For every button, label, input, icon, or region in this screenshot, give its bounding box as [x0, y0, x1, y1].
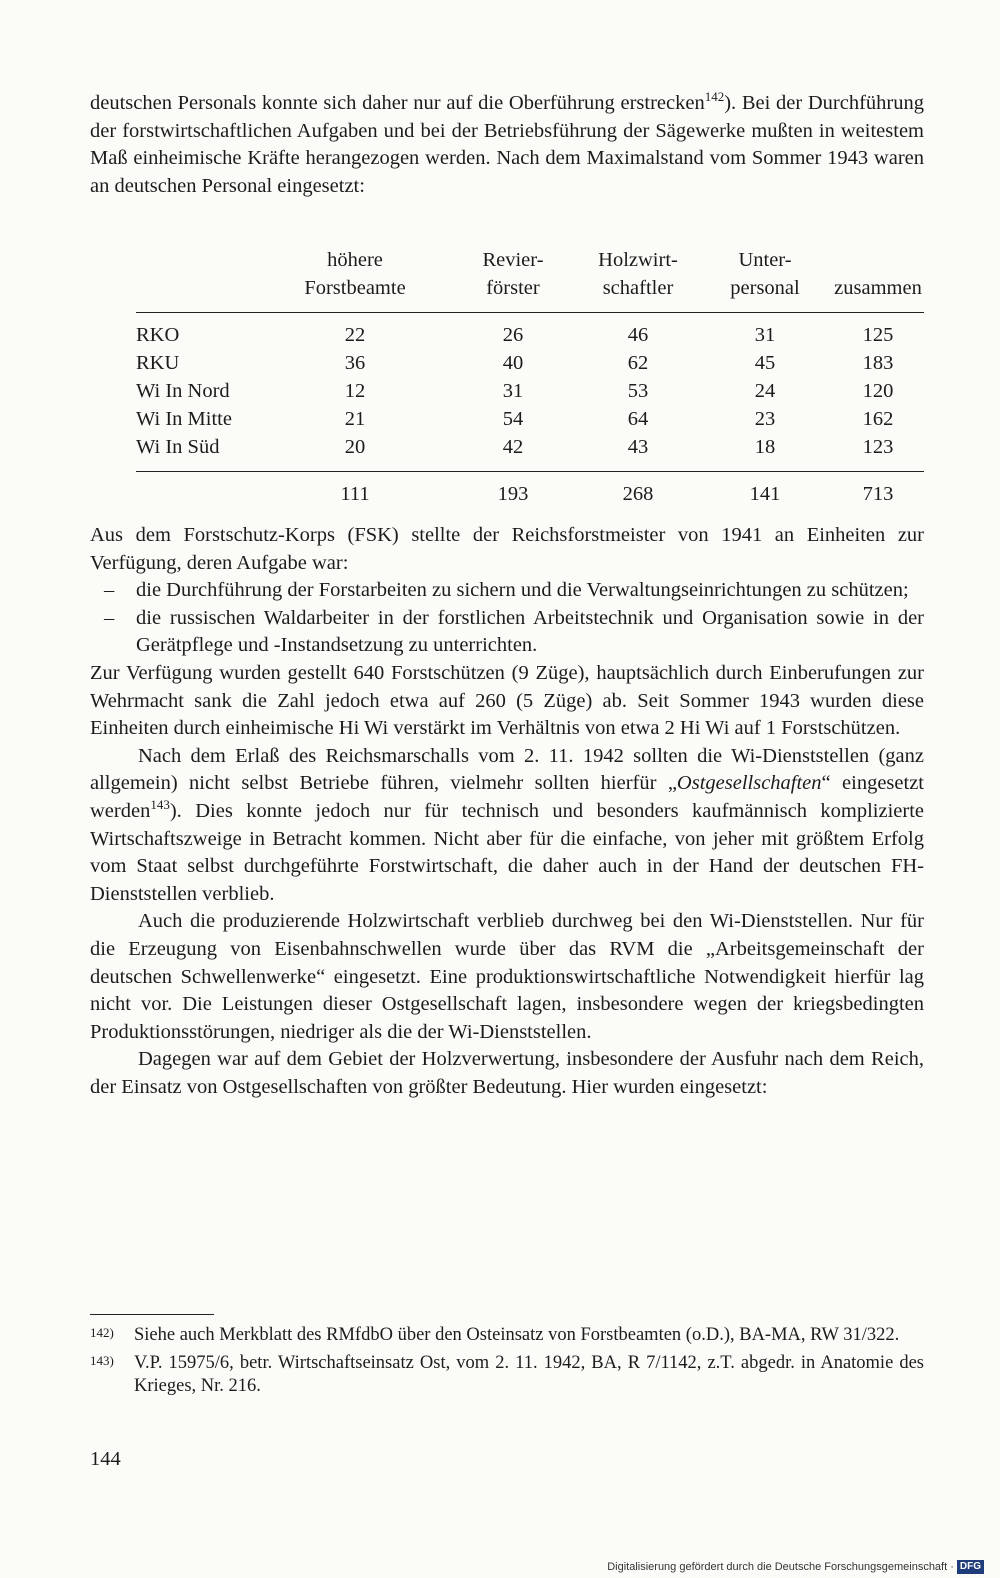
- table-cell: 125: [862, 324, 894, 346]
- table-cell: 20: [262, 433, 448, 472]
- footnotes: [90, 1324, 924, 1403]
- erlass-italic: Ostgesellschaften: [676, 772, 822, 795]
- fsk-after: Zur Verfügung wurden gestellt 640 Forstschützen (9 Züge), hauptsächlich durch Einberufungen zur Wehrmacht sank die Zahl jedoch etwa auf 260 (5 Züge) ab. Seit Sommer 1943 wurden diese Einheiten durch einheimische Hi Wi verstärkt im Verhältnis von etwa 2 Hi Wi auf 1 Forstschützen.: [90, 661, 924, 740]
- table-cell: 23: [754, 408, 776, 430]
- dash-marker: –: [104, 579, 115, 602]
- paragraph-dagegen: Dagegen war auf dem Gebiet der Holzverwertung, insbesondere der Ausfuhr nach dem Reich, der Einsatz von Ostgesellschaften von größter Bedeutung. Hier wurden eingesetzt:: [90, 1048, 924, 1098]
- table-cell: 36: [344, 352, 366, 374]
- table-row: [136, 313, 924, 350]
- table-cell: 46: [627, 324, 649, 346]
- fsk-intro: Aus dem Forstschutz-Korps (FSK) stellte der Reichsforstmeister von 1941 an Einheiten zur Verfügung, deren Aufgabe war:: [90, 524, 924, 574]
- table-cell: 18: [698, 433, 832, 472]
- personnel-table: [136, 246, 924, 508]
- digitization-credit: [607, 1560, 984, 1574]
- paragraph-erlass: [90, 743, 924, 909]
- intro-text-continued: ). Bei der Durchführung der forstwirtschaftlichen Aufgaben und bei der Betriebsführung der Sägewerke mußten in weitestem Maß einheimische Kräfte herangezogen werden. Nach dem Maximalstand vom Sommer 1943 waren an deutschen Personal eingesetzt:: [90, 92, 925, 197]
- row-label: Wi In Nord: [136, 380, 230, 402]
- table-cell: 22: [344, 324, 366, 346]
- header-foerster: förster: [448, 274, 578, 313]
- row-label: RKO: [136, 324, 180, 346]
- header-forstbeamte: Forstbeamte: [262, 274, 448, 313]
- table-row: [136, 349, 924, 377]
- total-cell: 713: [862, 483, 894, 505]
- footnote-mark: 143): [90, 1352, 114, 1368]
- total-cell: 268: [622, 483, 654, 505]
- table-cell: 53: [627, 380, 649, 402]
- total-cell: 193: [497, 483, 529, 505]
- table-row: [136, 433, 924, 472]
- table-cell: 21: [344, 408, 366, 430]
- header-personal: personal: [698, 274, 832, 313]
- credit-text: Digitalisierung gefördert durch die Deutsche Forschungsgemeinschaft ·: [607, 1561, 954, 1573]
- table-cell: 24: [754, 380, 776, 402]
- footnote-mark: 142): [90, 1325, 114, 1340]
- footnote-ref-143[interactable]: 143: [150, 797, 170, 813]
- list-item: [90, 577, 924, 605]
- table-cell: 183: [862, 352, 894, 374]
- table-cell: 12: [344, 380, 366, 402]
- table-header-empty: [136, 246, 262, 274]
- totals-row: [136, 472, 924, 509]
- table-cell: 162: [862, 408, 894, 430]
- intro-text: deutschen Personals konnte sich daher nur auf die Oberführung erstrecken: [90, 92, 705, 114]
- row-label: Wi In Mitte: [136, 408, 232, 430]
- page-number: 144: [90, 1448, 121, 1470]
- list-item-text: die Durchführung der Forstarbeiten zu sichern und die Verwaltungseinrichtungen zu schützen;: [136, 579, 909, 602]
- table-row: [136, 405, 924, 433]
- header-schaftler: schaftler: [578, 274, 698, 313]
- header-revier: Revier-: [482, 249, 544, 271]
- header-blank: [832, 246, 924, 274]
- header-unter: Unter-: [738, 249, 792, 271]
- dash-marker: –: [104, 606, 115, 629]
- table-cell: 123: [832, 433, 924, 472]
- table-cell: 42: [448, 433, 578, 472]
- total-cell: 141: [749, 483, 781, 505]
- header-hoehere: höhere: [327, 249, 383, 271]
- erlass-text-after: ). Dies konnte jedoch nur für technisch und besonders kaufmännisch komplizierte Wirtschaftszweige in Betracht kommen. Nicht aber für die einfache, von jeher mit größtem Erfolg vom Staat selbst durchgeführte Forstwirtschaft, die daher auch in der Hand der deutschen FH-Dienststellen verblieb.: [90, 799, 924, 905]
- table-row: [136, 377, 924, 405]
- footnote-142: [90, 1324, 924, 1348]
- row-label: Wi In Süd: [136, 433, 262, 472]
- table-cell: 43: [578, 433, 698, 472]
- header-holzwirt: Holzwirt-: [598, 249, 678, 271]
- footnote-text: V.P. 15975/6, betr. Wirtschaftseinsatz Ost, vom 2. 11. 1942, BA, R 7/1142, z.T. abgedr. in Anatomie des Krieges, Nr. 216.: [134, 1352, 924, 1396]
- footnote-divider: [90, 1314, 214, 1315]
- intro-paragraph: [90, 90, 924, 200]
- list-item: [90, 605, 924, 660]
- body-text: [90, 522, 924, 1101]
- paragraph-holzwirtschaft: Auch die produzierende Holzwirtschaft verblieb durchweg bei den Wi-Dienststellen. Nur für die Erzeugung von Eisenbahnschwellen wurde über das RVM die „Arbeitsgemeinschaft der deutschen Schwellenwerke“ eingesetzt. Eine produktionswirtschaftliche Notwendigkeit hierfür lag nicht vor. Die Leistungen dieser Ostgesellschaft lagen, insbesondere wegen der kriegsbedingten Produktionsstörungen, niedriger als die der Wi-Dienststellen.: [90, 910, 924, 1043]
- footnote-143: [90, 1352, 924, 1399]
- table-cell: 64: [627, 408, 649, 430]
- erlass-text-mid: “ eingesetzt werden: [90, 772, 924, 822]
- table-cell: 62: [627, 352, 649, 374]
- table-cell: 31: [754, 324, 776, 346]
- total-cell: 111: [340, 483, 370, 505]
- row-label: RKU: [136, 352, 180, 374]
- table-cell: 54: [502, 408, 524, 430]
- erlass-text: Nach dem Erlaß des Reichsmarschalls vom 2. 11. 1942 sollten die Wi-Dienststellen (ganz allgemein) nicht selbst Betriebe führen, vielmehr sollten hierfür „: [90, 744, 924, 795]
- footnote-ref-142[interactable]: 142: [704, 89, 725, 105]
- header-zusammen: zusammen: [832, 274, 924, 313]
- table-cell: 45: [754, 352, 776, 374]
- dfg-logo: DFG: [957, 1560, 984, 1574]
- list-item-text: die russischen Waldarbeiter in der forstlichen Arbeitstechnik und Organisation sowie in der Gerätpflege und -Instandsetzung zu unterrichten.: [136, 606, 924, 657]
- table-cell: 40: [502, 352, 524, 374]
- table-cell: 26: [502, 324, 524, 346]
- table-cell: 31: [502, 380, 524, 402]
- table-cell: 120: [862, 380, 894, 402]
- footnote-text: Siehe auch Merkblatt des RMfdbO über den Osteinsatz von Forstbeamten (o.D.), BA-MA, RW 31/322.: [134, 1325, 900, 1345]
